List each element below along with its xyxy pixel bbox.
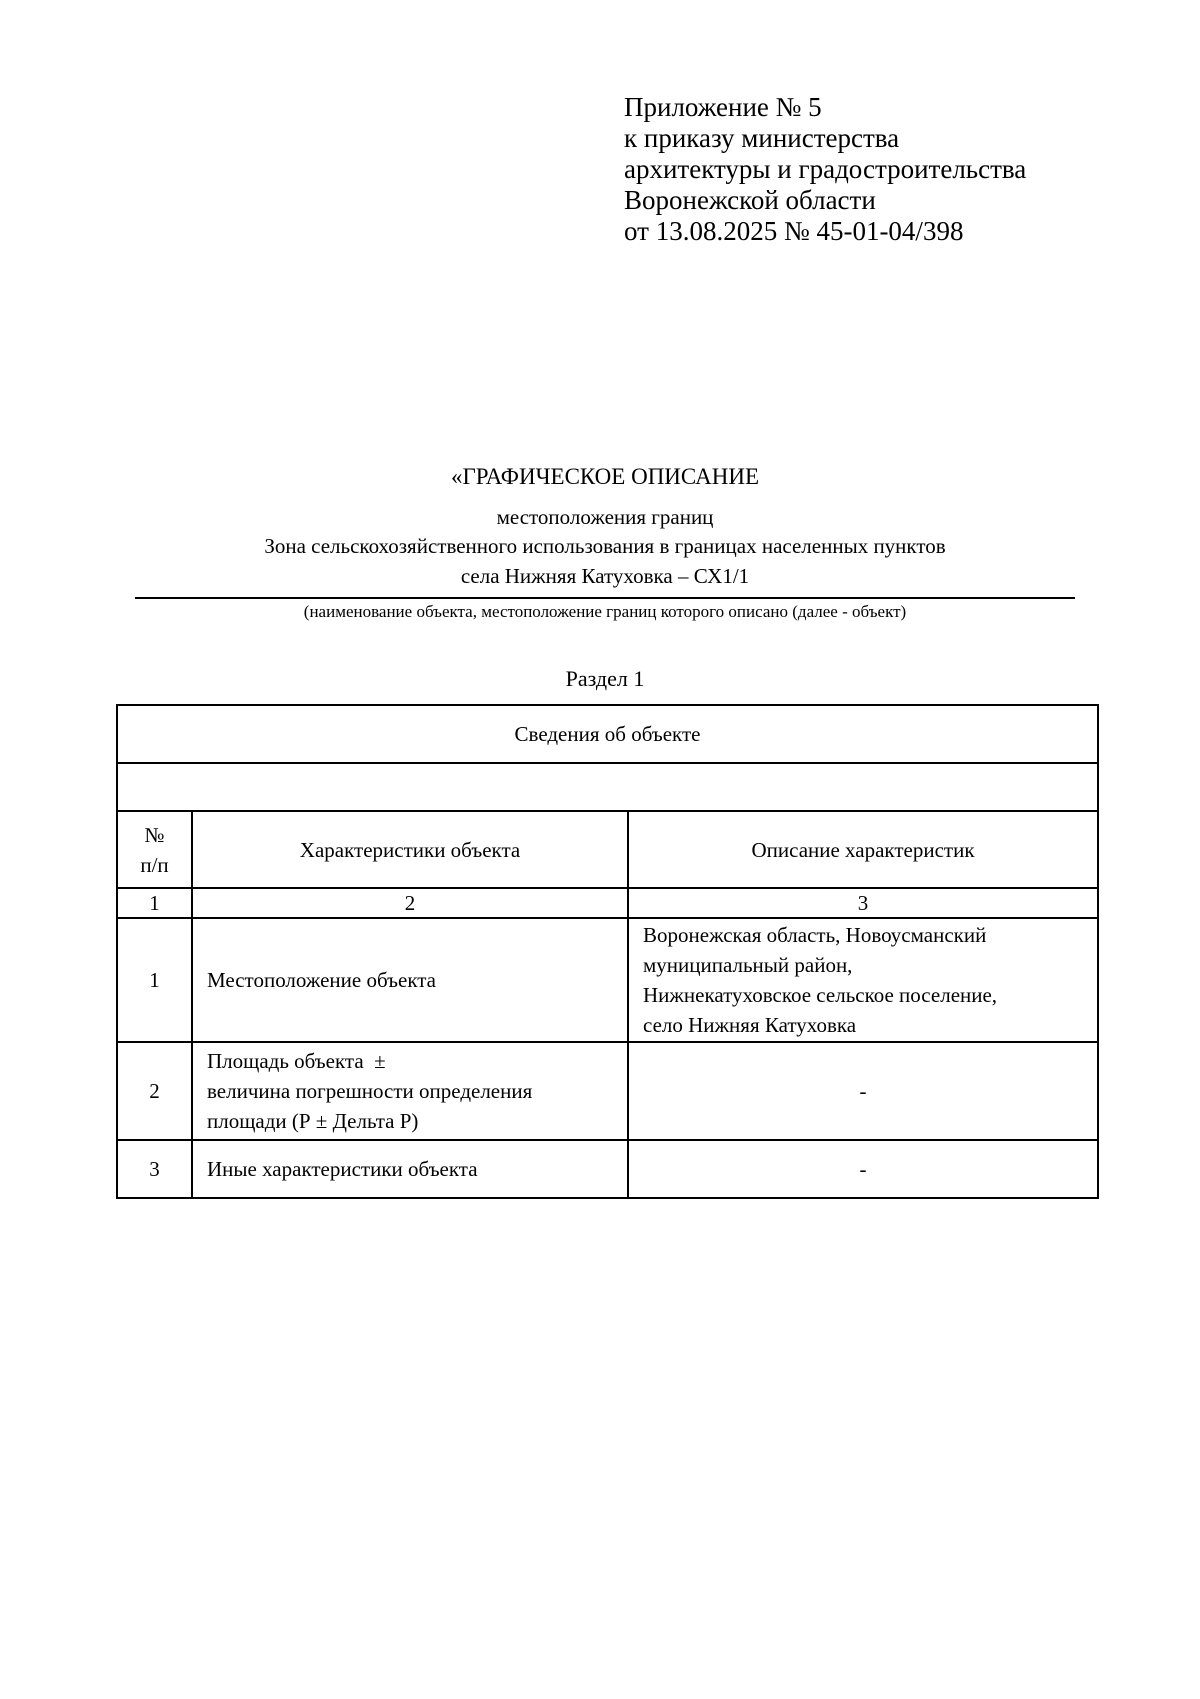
column-number: 1	[117, 888, 192, 918]
row-characteristic	[192, 1042, 628, 1140]
row-description	[628, 1140, 1098, 1198]
object-name: Зона сельскохозяйственного использования в границах населенных пунктов	[264, 534, 946, 558]
appendix-block	[624, 92, 1026, 247]
appendix-line: архитектуры и градостроительства	[624, 154, 1027, 184]
table-row	[117, 918, 1098, 1042]
appendix-line: от 13.08.2025 № 45-01-04/398	[624, 216, 964, 246]
header-description: Описание характеристик	[628, 811, 1098, 888]
row-description-line: -	[859, 1079, 867, 1103]
table-header-row	[117, 811, 1098, 888]
column-number: 3	[628, 888, 1098, 918]
row-description-line: муниципальный район,	[643, 953, 853, 977]
row-description-line: село Нижняя Катуховка	[643, 1013, 857, 1037]
section-title: Раздел 1	[565, 666, 645, 691]
row-characteristic-line: Иные характеристики объекта	[207, 1157, 478, 1181]
row-description	[628, 1042, 1098, 1140]
header-number-abbrev: п/п	[140, 852, 169, 877]
row-characteristic-line: величина погрешности определения	[207, 1079, 533, 1103]
row-description-line: Воронежская область, Новоусманский	[643, 923, 987, 947]
row-description	[628, 918, 1098, 1042]
row-characteristic	[192, 1140, 628, 1198]
row-characteristic-line: Местоположение объекта	[207, 968, 437, 992]
row-number: 3	[117, 1140, 192, 1198]
underline-rule	[135, 597, 1075, 599]
row-number: 2	[117, 1042, 192, 1140]
header-number	[117, 811, 192, 888]
appendix-line: Воронежской области	[624, 185, 876, 215]
object-info-table	[116, 704, 1099, 1199]
row-characteristic-line: площади (Р ± Дельта Р)	[207, 1109, 419, 1133]
object-name-note: (наименование объекта, местоположение границ которого описано (далее - объект)	[303, 602, 907, 621]
row-number: 1	[117, 918, 192, 1042]
appendix-line: Приложение № 5	[624, 92, 822, 122]
table-empty-row	[117, 763, 1098, 811]
column-number: 2	[192, 888, 628, 918]
row-characteristic	[192, 918, 628, 1042]
table-row	[117, 1042, 1098, 1140]
row-description-line: Нижнекатуховское сельское поселение,	[643, 983, 998, 1007]
row-description-line: -	[859, 1157, 867, 1181]
column-number-row	[117, 888, 1098, 918]
document-title: «ГРАФИЧЕСКОЕ ОПИСАНИЕ	[450, 464, 759, 489]
row-characteristic-line: Площадь объекта ±	[207, 1049, 386, 1073]
table-caption: Сведения об объекте	[117, 705, 1098, 763]
header-number-symbol: №	[144, 822, 165, 847]
header-characteristic: Характеристики объекта	[192, 811, 628, 888]
appendix-line: к приказу министерства	[624, 123, 900, 153]
table-row	[117, 1140, 1098, 1198]
document-subtitle: местоположения границ	[496, 505, 714, 529]
object-name-continued: села Нижняя Катуховка – СХ1/1	[460, 564, 750, 588]
